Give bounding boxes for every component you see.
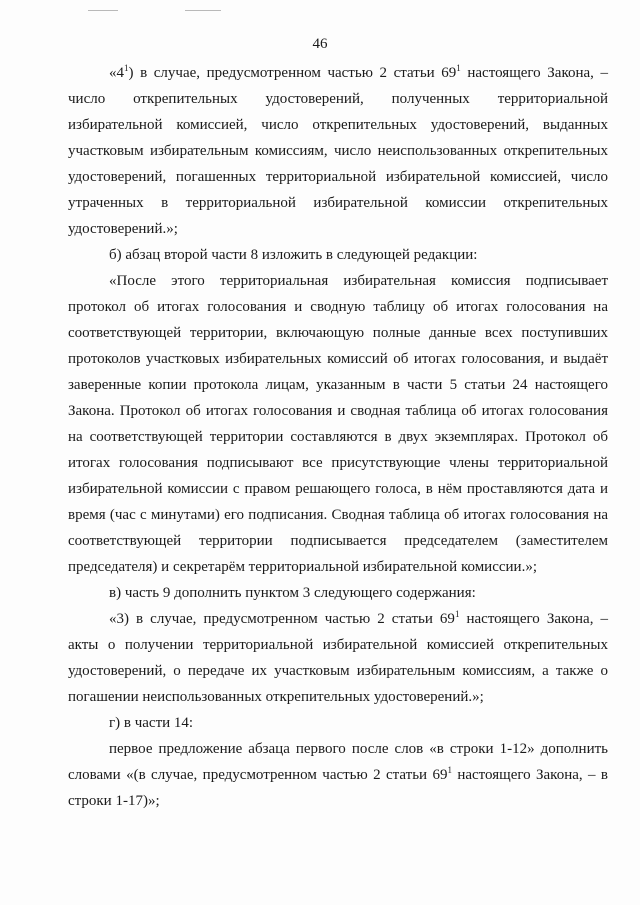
scan-artifact — [88, 10, 118, 11]
scan-artifact — [185, 10, 221, 11]
text-run: «4 — [109, 65, 124, 81]
text-run: «3) в случае, предусмотренном частью 2 статьи 69 — [109, 611, 455, 627]
text-run: настоящего Закона, – в строки 1-17)»; — [68, 767, 608, 809]
text-run: настоящего Закона, – число открепительных удостоверений, полученных территориальной избирательной комиссией, число открепительных удостоверений, выданных участковым избирательным комиссиям, число неиспользованных открепительных удостоверений, погашенных территориальной избирательной комиссией, число утраченных в территориальной избирательной комиссии открепительных удостоверений.»; — [68, 65, 609, 237]
text-run: настоящего Закона, – акты о получении территориальной избирательной комиссией открепительных удостоверений, о передаче их участковым избирательным комиссиям, а также о погашении неиспользованных открепительных удостоверений.»; — [68, 611, 609, 705]
superscript: 1 — [454, 609, 460, 619]
superscript: 1 — [124, 63, 129, 73]
paragraph-v-instruction: в) часть 9 дополнить пунктом 3 следующего содержания: — [109, 585, 476, 601]
paragraph-first-sentence — [68, 736, 608, 814]
superscript: 1 — [447, 765, 452, 775]
text-run: ) в случае, предусмотренном частью 2 статьи 69 — [128, 65, 457, 81]
paragraph-item-3 — [68, 606, 608, 710]
paragraph-4-1-item — [68, 60, 608, 242]
text-run: первое предложение абзаца первого после слов «в строки 1-12» дополнить словами «(в случае, предусмотренном частью 2 статьи 69 — [68, 741, 608, 783]
superscript: 1 — [456, 63, 461, 73]
page-number: 46 — [312, 36, 328, 52]
paragraph-g-instruction: г) в части 14: — [109, 715, 194, 731]
paragraph-quoted-text: «После этого территориальная избирательная комиссия подписывает протокол об итогах голосования и сводную таблицу об итогах голосования на соответствующей территории, включающую полные данные всех поступивших протоколов участковых избирательных комиссий об итогах голосования, и выдаёт заверенные копии протокола лицам, указанным в части 5 статьи 24 настоящего Закона. Протокол об итогах голосования и сводная таблица об итогах голосования на соответствующей территории составляются в двух экземплярах. Протокол об итогах голосования подписывают все присутствующие члены территориальной избирательной комиссии с правом решающего голоса, в нём проставляются дата и время (час с минутами) его подписания. Сводная таблица об итогах голосования на соответствующей территории подписывается председателем (заместителем председателя) и секретарём территориальной избирательной комиссии.»; — [68, 273, 608, 575]
paragraph-b-instruction: б) абзац второй части 8 изложить в следующей редакции: — [109, 247, 478, 263]
document-body — [68, 60, 608, 814]
